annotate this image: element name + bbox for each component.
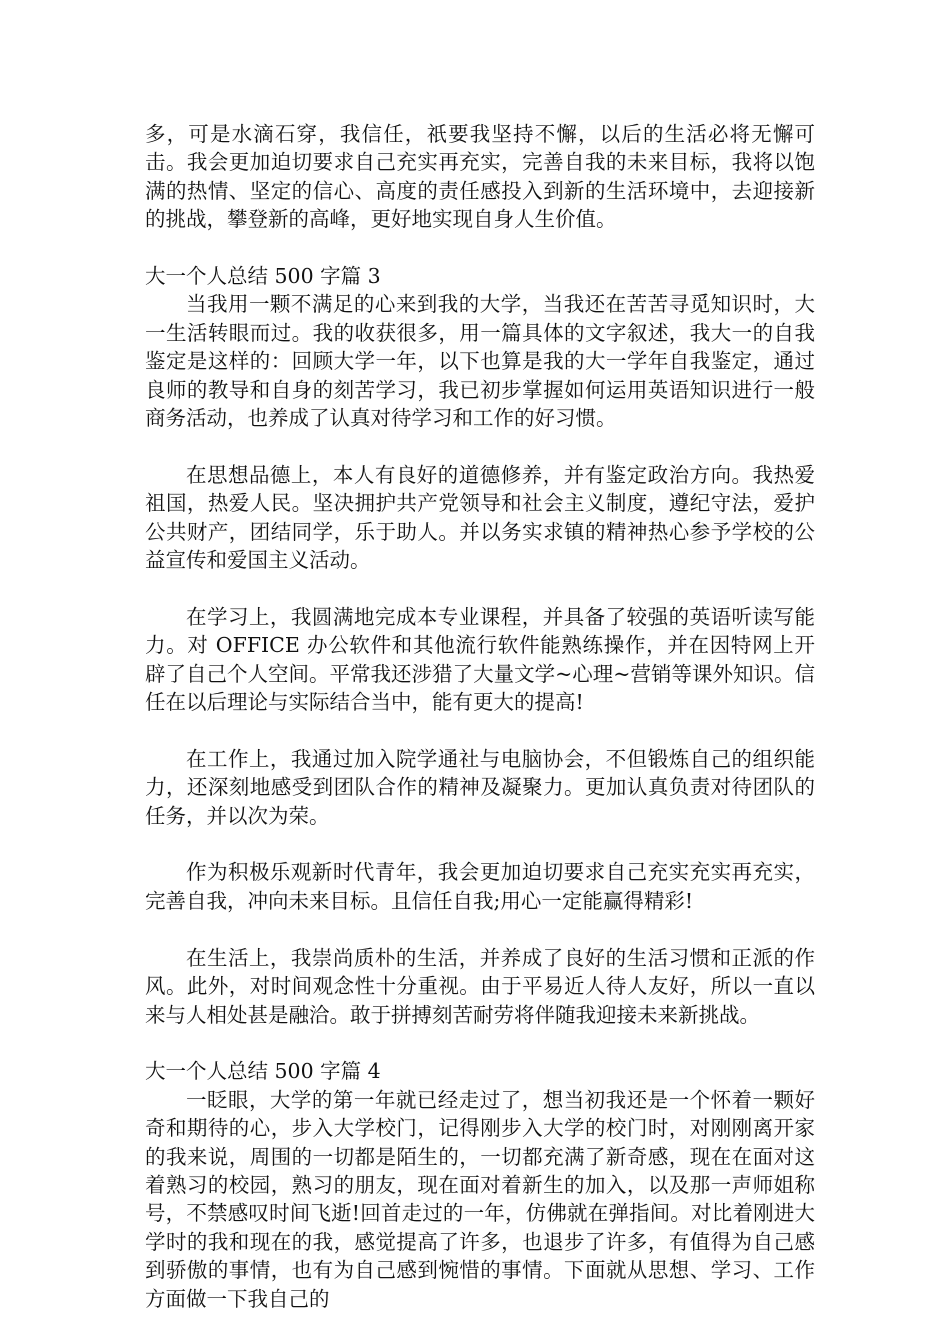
- paragraph-gap: [145, 432, 815, 460]
- paragraph-3-1: 当我用一颗不满足的心来到我的大学，当我还在苦苦寻觅知识时，大一生活转眼而过。我的收获很多，用一篇具体的文字叙述，我大一的自我鉴定是这样的：回顾大学一年，以下也算是我的大一学年自我鉴定，通过良师的教导和自身的刻苦学习，我已初步掌握如何运用英语知识进行一般商务活动，也养成了认真对待学习和工作的好习惯。: [145, 292, 815, 431]
- paragraph-gap: [145, 574, 815, 602]
- paragraph-4-1: 一眨眼，大学的第一年就已经走过了，想当初我还是一个怀着一颗好奇和期待的心，步入大学校门，记得刚步入大学的校门时，对刚刚离开家的我来说，周围的一切都是陌生的，一切都充满了新奇感，现在在面对这着熟习的校园，熟习的朋友，现在面对着新生的加入，以及那一声师姐称号，不禁感叹时间飞逝!回首走过的一年，仿佛就在弹指间。对比着刚进大学时的我和现在的我，感觉提高了许多，也退步了许多，有值得为自己感到骄傲的事情，也有为自己感到惋惜的事情。下面就从思想、学习、工作方面做一下我自己的: [145, 1087, 815, 1311]
- section-heading-4: 大一个人总结 500 字篇 4: [145, 1059, 381, 1084]
- paragraph-3-4: 在工作上，我通过加入院学通社与电脑协会，不但锻炼自己的组织能力，还深刻地感受到团队合作的精神及凝聚力。更加认真负责对待团队的任务，并以次为荣。: [145, 746, 815, 828]
- paragraph-3-3: 在学习上，我圆满地完成本专业课程，并具备了较强的英语听读写能力。对 OFFICE 办公软件和其他流行软件能熟练操作，并在因特网上开辟了自己个人空间。平常我还涉猎了大量文学~心理~营销等课外知识。信任在以后理论与实际结合当中，能有更大的提高!: [145, 604, 815, 715]
- section-heading-3: 大一个人总结 500 字篇 3: [145, 264, 381, 289]
- paragraph-3-2: 在思想品德上，本人有良好的道德修养，并有鉴定政治方向。我热爱祖国，热爱人民。坚决拥护共产党领导和社会主义制度，遵纪守法，爱护公共财产，团结同学，乐于助人。并以务实求镇的精神热心参予学校的公益宣传和爱国主义活动。: [145, 462, 815, 573]
- paragraph-gap: [145, 1029, 815, 1057]
- paragraph-gap: [145, 716, 815, 744]
- paragraph-intro-continuation: 多，可是水滴石穿，我信任，祇要我坚持不懈，以后的生活必将无懈可击。我会更加迫切要求自己充实再充实，完善自我的未来目标，我将以饱满的热情、坚定的信心、高度的责任感投入到新的生活环境中，去迎接新的挑战，攀登新的高峰，更好地实现自身人生价值。: [145, 122, 815, 232]
- paragraph-gap: [145, 830, 815, 858]
- paragraph-3-6: 在生活上，我崇尚质朴的生活，并养成了良好的生活习惯和正派的作风。此外，对时间观念性十分重视。由于平易近人待人友好，所以一直以来与人相处甚是融洽。敢于拼搏刻苦耐劳将伴随我迎接未来新挑战。: [145, 945, 815, 1027]
- paragraph-gap: [145, 915, 815, 943]
- paragraph-gap: [145, 234, 815, 262]
- document-body: [145, 120, 815, 1313]
- paragraph-3-5: 作为积极乐观新时代青年，我会更加迫切要求自己充实充实再充实，完善自我，冲向未来目标。且信任自我;用心一定能赢得精彩!: [145, 860, 815, 913]
